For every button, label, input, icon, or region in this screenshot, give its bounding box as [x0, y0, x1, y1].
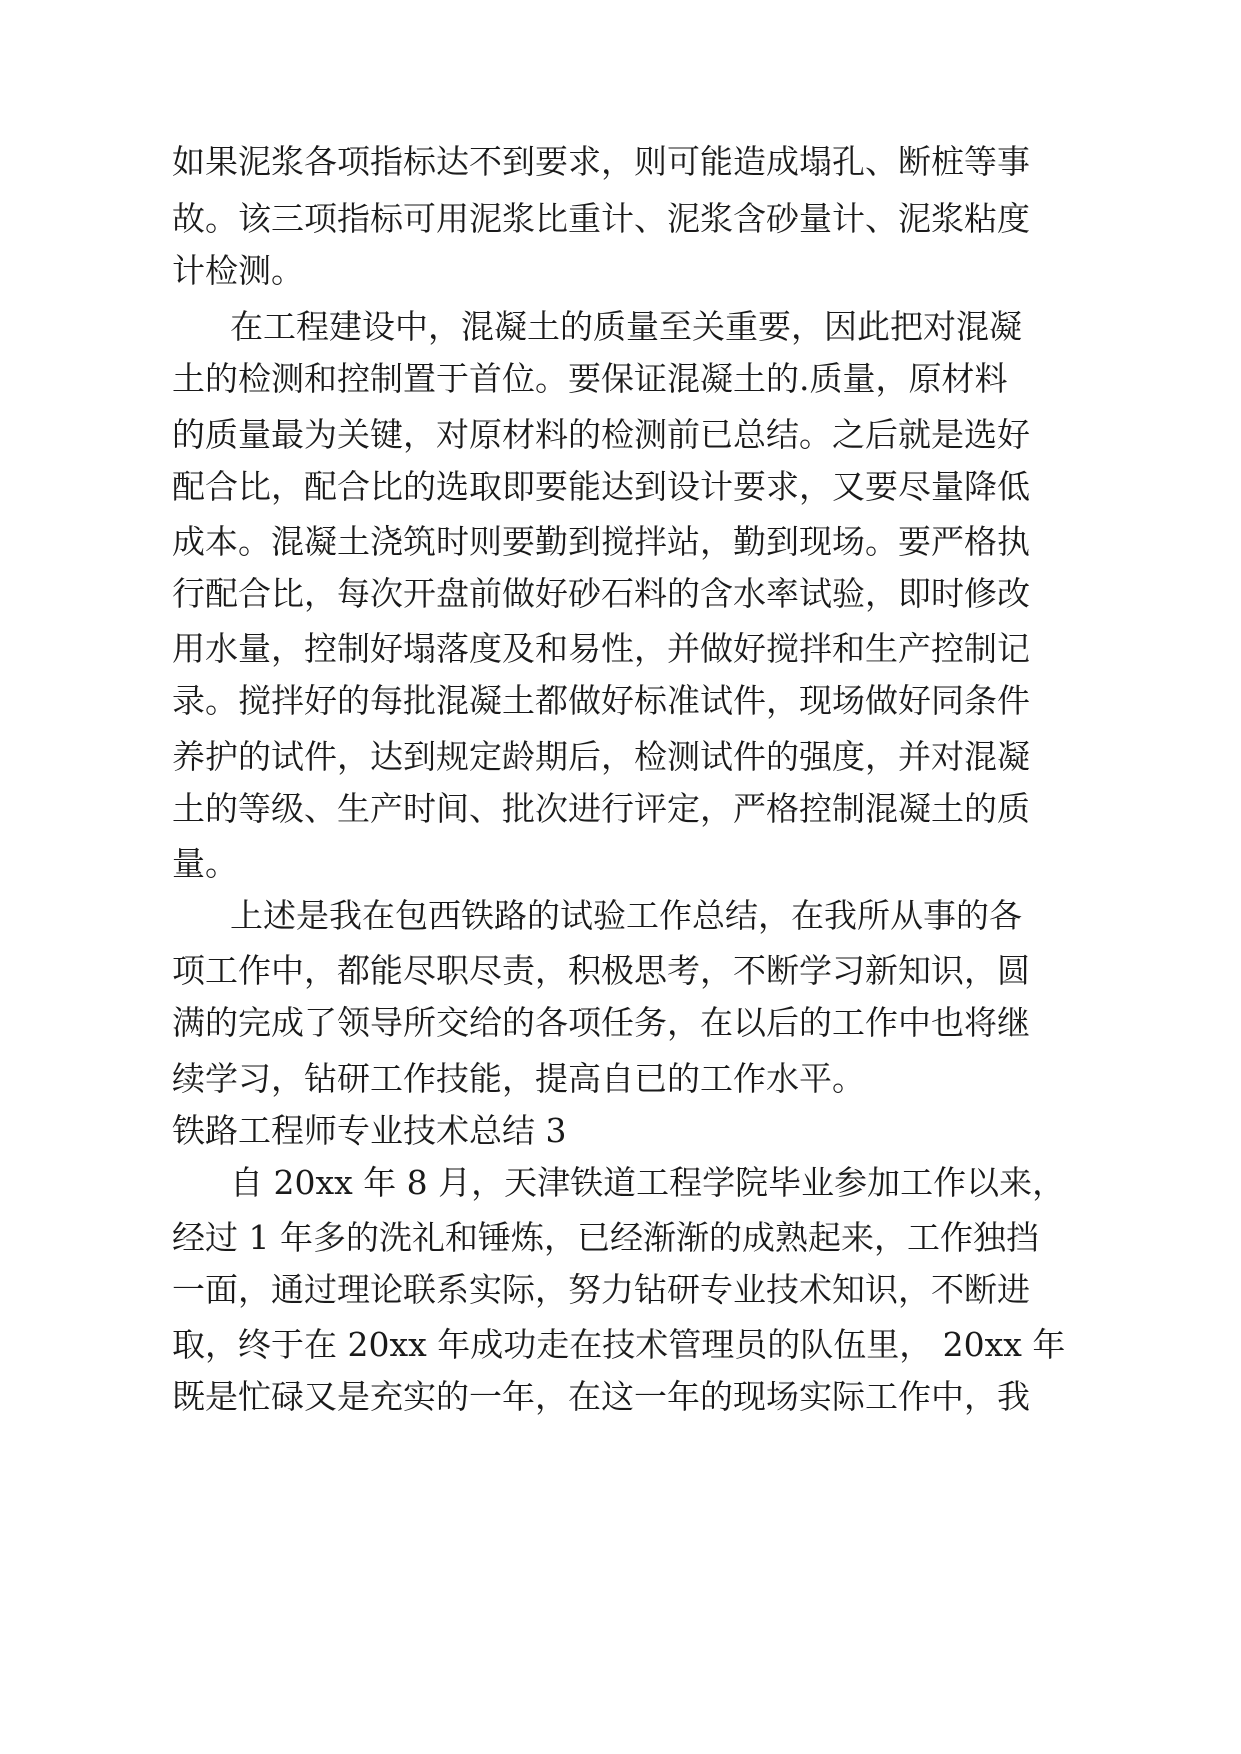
text-line: 续学习，钻研工作技能，提高自已的工作水平。 [172, 1059, 865, 1098]
text-line: 配合比，配合比的选取即要能达到设计要求，又要尽量降低 [172, 467, 1030, 506]
text-line: 一面，通过理论联系实际，努力钻研专业技术知识，不断进 [172, 1270, 1030, 1309]
text-line: 项工作中，都能尽职尽责，积极思考，不断学习新知识，圆 [172, 951, 1030, 990]
text-line: 自 20xx 年 8 月，天津铁道工程学院毕业参加工作以来， [230, 1163, 1066, 1202]
text-line: 在工程建设中，混凝土的质量至关重要，因此把对混凝 [230, 307, 1022, 346]
text-line: 取，终于在 20xx 年成功走在技术管理员的队伍里， 20xx 年 [172, 1325, 1066, 1364]
text-line: 用水量，控制好塌落度及和易性，并做好搅拌和生产控制记 [172, 629, 1030, 668]
text-line: 行配合比，每次开盘前做好砂石料的含水率试验，即时修改 [172, 574, 1030, 613]
text-line: 如果泥浆各项指标达不到要求，则可能造成塌孔、断桩等事 [172, 142, 1030, 181]
text-line: 土的等级、生产时间、批次进行评定，严格控制混凝土的质 [172, 789, 1030, 828]
text-line: 录。搅拌好的每批混凝土都做好标准试件，现场做好同条件 [172, 681, 1030, 720]
section-heading: 铁路工程师专业技术总结 3 [172, 1111, 567, 1150]
text-line: 计检测。 [172, 251, 304, 290]
text-line: 既是忙碌又是充实的一年，在这一年的现场实际工作中，我 [172, 1377, 1030, 1416]
text-line: 养护的试件，达到规定龄期后，检测试件的强度，并对混凝 [172, 737, 1030, 776]
text-line: 的质量最为关键，对原材料的检测前已总结。之后就是选好 [172, 415, 1030, 454]
text-line: 满的完成了领导所交给的各项任务，在以后的工作中也将继 [172, 1003, 1030, 1042]
text-line: 量。 [172, 844, 238, 883]
text-line: 成本。混凝土浇筑时则要勤到搅拌站，勤到现场。要严格执 [172, 522, 1030, 561]
text-line: 故。该三项指标可用泥浆比重计、泥浆含砂量计、泥浆粘度 [172, 199, 1030, 238]
text-line: 上述是我在包西铁路的试验工作总结，在我所从事的各 [230, 896, 1022, 935]
text-line: 经过 1 年多的洗礼和锤炼，已经渐渐的成熟起来，工作独挡 [172, 1218, 1039, 1257]
text-line: 土的检测和控制置于首位。要保证混凝土的.质量，原材料 [172, 359, 1008, 398]
